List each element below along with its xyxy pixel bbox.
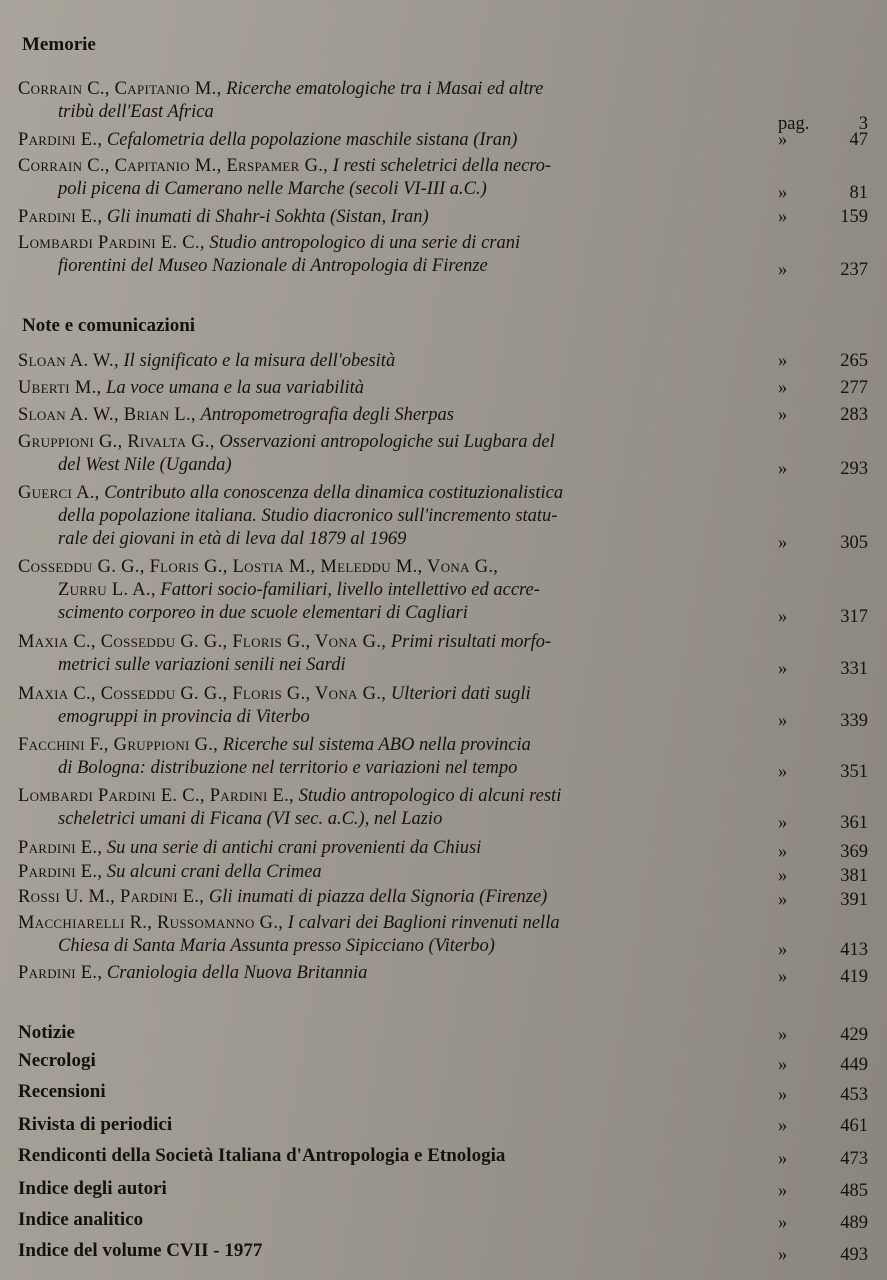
entry-authors: Facchini F., Gruppioni G., xyxy=(18,735,219,755)
entry-title: Fattori socio-familiari, livello intellettivo ed accre- xyxy=(160,580,540,600)
entry-authors: Maxia C., Cosseddu G. G., Floris G., Vona G., xyxy=(18,684,387,704)
toc-entry[interactable] xyxy=(18,734,868,780)
page-ditto: » xyxy=(778,459,788,479)
page-ditto: » xyxy=(778,762,788,782)
page-ditto: » xyxy=(778,260,788,280)
page-ditto: » xyxy=(778,711,788,731)
entry-authors: Sloan A. W., xyxy=(18,351,119,371)
entry-title: Antropometrografia degli Sherpas xyxy=(200,405,454,425)
page-ditto: » xyxy=(778,1025,788,1045)
page-ditto: » xyxy=(778,607,788,627)
entry-title: I calvari dei Baglioni rinvenuti nella xyxy=(287,913,560,933)
toc-entry[interactable] xyxy=(18,404,868,427)
page-number: 419 xyxy=(840,967,868,987)
page-ditto: » xyxy=(778,351,788,371)
toc-section-notizie[interactable] xyxy=(18,1022,868,1046)
section-label: Indice analitico xyxy=(18,1209,144,1230)
entry-authors: Maxia C., Cosseddu G. G., Floris G., Vona G., xyxy=(18,632,387,652)
entry-title: Cefalometria della popolazione maschile sistana (Iran) xyxy=(106,130,518,150)
page-number: 81 xyxy=(849,183,868,203)
page-number: 305 xyxy=(840,533,868,553)
toc-entry[interactable] xyxy=(18,962,868,985)
section-label: Rendiconti della Società Italiana d'Antropologia e Etnologia xyxy=(18,1145,506,1166)
page-ditto: » xyxy=(778,378,788,398)
page-ditto: » xyxy=(778,183,788,203)
page-number: 283 xyxy=(840,405,868,425)
toc-section-indice-volume[interactable] xyxy=(18,1240,868,1264)
page-number: 473 xyxy=(840,1149,868,1169)
toc-entry[interactable] xyxy=(18,912,868,958)
entry-title: Studio antropologico di alcuni resti xyxy=(298,786,562,806)
entry-authors: Gruppioni G., Rivalta G., xyxy=(18,432,215,452)
page-ditto: pag. xyxy=(778,114,810,134)
entry-title: Studio antropologico di una serie di crani xyxy=(209,233,521,253)
toc-entry[interactable] xyxy=(18,377,868,400)
entry-title: Osservazioni antropologiche sui Lugbara del xyxy=(219,432,555,452)
entry-title: Ricerche sul sistema ABO nella provincia xyxy=(222,735,531,755)
toc-entry[interactable] xyxy=(18,861,868,884)
page-ditto: » xyxy=(778,533,788,553)
entry-title-cont: poli picena di Camerano nelle Marche (secoli VI-III a.C.) xyxy=(58,179,487,199)
entry-authors: Pardini E., xyxy=(18,130,103,150)
toc-section-recensioni[interactable] xyxy=(18,1081,868,1105)
toc-entry[interactable] xyxy=(18,129,868,152)
page-ditto: » xyxy=(778,813,788,833)
toc-entry[interactable] xyxy=(18,837,868,860)
section-label: Notizie xyxy=(18,1022,75,1043)
entry-title-cont: scimento corporeo in due scuole elementari di Cagliari xyxy=(58,603,468,623)
page-ditto: » xyxy=(778,890,788,910)
page-number: 339 xyxy=(840,711,868,731)
toc-entry[interactable] xyxy=(18,785,868,831)
entry-authors: Guerci A., xyxy=(18,483,100,503)
page-ditto: » xyxy=(778,1213,788,1233)
page-number: 317 xyxy=(840,607,868,627)
page-number: 493 xyxy=(840,1245,868,1265)
entry-authors: Corrain C., Capitanio M., xyxy=(18,79,222,99)
entry-title-cont: emogruppi in provincia di Viterbo xyxy=(58,707,310,727)
toc-entry[interactable] xyxy=(18,206,868,229)
page-number: 461 xyxy=(840,1116,868,1136)
entry-title: Gli inumati di Shahr-i Sokhta (Sistan, Iran) xyxy=(106,207,429,227)
entry-authors: Pardini E., xyxy=(18,963,103,983)
page-ditto: » xyxy=(778,940,788,960)
section-label: Indice del volume CVII - 1977 xyxy=(18,1240,263,1261)
entry-authors: Pardini E., xyxy=(18,207,103,227)
entry-title: Ricerche ematologiche tra i Masai ed altre xyxy=(226,79,544,99)
toc-entry[interactable] xyxy=(18,232,868,278)
page-ditto: » xyxy=(778,405,788,425)
entry-authors: Lombardi Pardini E. C., xyxy=(18,233,205,253)
section-heading-note: Note e comunicazioni xyxy=(22,315,196,336)
entry-title: Contributo alla conoscenza della dinamica costituzionalistica xyxy=(104,483,564,503)
toc-entry[interactable] xyxy=(18,482,868,551)
page-number: 413 xyxy=(840,940,868,960)
entry-title: Craniologia della Nuova Britannia xyxy=(106,963,368,983)
toc-section-rendiconti[interactable] xyxy=(18,1145,868,1169)
entry-authors: Sloan A. W., Brian L., xyxy=(18,405,196,425)
entry-title: Il significato e la misura dell'obesità xyxy=(123,351,396,371)
toc-entry[interactable] xyxy=(18,431,868,477)
section-label: Necrologi xyxy=(18,1050,96,1071)
entry-authors: Macchiarelli R., Russomanno G., xyxy=(18,913,284,933)
page-number: 265 xyxy=(840,351,868,371)
entry-authors: Rossi U. M., Pardini E., xyxy=(18,887,205,907)
entry-title-cont: della popolazione italiana. Studio diacronico sull'incremento statu- xyxy=(58,506,558,526)
page-number: 485 xyxy=(840,1181,868,1201)
entry-title: Su una serie di antichi crani provenienti da Chiusi xyxy=(106,838,482,858)
entry-title: Gli inumati di piazza della Signoria (Firenze) xyxy=(208,887,548,907)
page-ditto: » xyxy=(778,207,788,227)
entry-title-cont: del West Nile (Uganda) xyxy=(58,455,232,475)
toc-entry[interactable] xyxy=(18,886,868,909)
page-number: 237 xyxy=(840,260,868,280)
entry-title-cont: scheletrici umani di Ficana (VI sec. a.C.), nel Lazio xyxy=(58,809,443,829)
page-number: 453 xyxy=(840,1085,868,1105)
entry-authors: Uberti M., xyxy=(18,378,102,398)
section-heading-memorie: Memorie xyxy=(22,34,96,55)
page-ditto: » xyxy=(778,130,788,150)
toc-section-indice-autori[interactable] xyxy=(18,1178,868,1202)
toc-entry[interactable] xyxy=(18,78,868,134)
entry-title-cont: rale dei giovani in età di leva dal 1879 al 1969 xyxy=(58,529,407,549)
entry-authors: Lombardi Pardini E. C., Pardini E., xyxy=(18,786,294,806)
entry-authors: Cosseddu G. G., Floris G., Lostia M., Meleddu M., Vona G., xyxy=(18,557,499,577)
page-number: 293 xyxy=(840,459,868,479)
section-label: Recensioni xyxy=(18,1081,106,1102)
entry-authors: Corrain C., Capitanio M., Erspamer G., xyxy=(18,156,329,176)
entry-authors: Pardini E., xyxy=(18,862,103,882)
page-number: 391 xyxy=(840,890,868,910)
page-ditto: » xyxy=(778,1085,788,1105)
toc-entry[interactable] xyxy=(18,631,868,677)
page-ditto: » xyxy=(778,1055,788,1075)
page-number: 159 xyxy=(840,207,868,227)
page-number: 3 xyxy=(858,114,868,134)
entry-title-cont: di Bologna: distribuzione nel territorio e variazioni nel tempo xyxy=(58,758,518,778)
entry-title-cont: metrici sulle variazioni senili nei Sardi xyxy=(58,655,346,675)
entry-title: Su alcuni crani della Crimea xyxy=(106,862,322,882)
page-ditto: » xyxy=(778,842,788,862)
page-number: 277 xyxy=(840,378,868,398)
entry-title: I resti scheletrici della necro- xyxy=(332,156,552,176)
toc-section-rivista[interactable] xyxy=(18,1114,868,1138)
page-ditto: » xyxy=(778,659,788,679)
page-number: 351 xyxy=(840,762,868,782)
page-ditto: » xyxy=(778,866,788,886)
page-number: 381 xyxy=(840,866,868,886)
toc-entry[interactable] xyxy=(18,683,868,729)
page-number: 429 xyxy=(840,1025,868,1045)
toc-entry[interactable] xyxy=(18,155,868,201)
page-ditto: » xyxy=(778,1149,788,1169)
entry-title: Ulteriori dati sugli xyxy=(390,684,531,704)
entry-title-cont: fiorentini del Museo Nazionale di Antropologia di Firenze xyxy=(58,256,488,276)
section-label: Rivista di periodici xyxy=(18,1114,173,1135)
entry-title: Primi risultati morfo- xyxy=(390,632,552,652)
page-number: 47 xyxy=(849,130,868,150)
page-ditto: » xyxy=(778,967,788,987)
page-number: 369 xyxy=(840,842,868,862)
page-number: 361 xyxy=(840,813,868,833)
toc-entry[interactable] xyxy=(18,350,868,373)
page-number: 489 xyxy=(840,1213,868,1233)
page-ditto: » xyxy=(778,1116,788,1136)
entry-title-cont: Chiesa di Santa Maria Assunta presso Sipicciano (Viterbo) xyxy=(58,936,495,956)
entry-authors: Pardini E., xyxy=(18,838,103,858)
toc-section-necrologi[interactable] xyxy=(18,1050,868,1074)
section-label: Indice degli autori xyxy=(18,1178,167,1199)
entry-authors-cont: Zurru L. A., xyxy=(58,580,156,600)
page-ditto: » xyxy=(778,1245,788,1265)
entry-title-cont: tribù dell'East Africa xyxy=(58,102,214,122)
toc-entry[interactable] xyxy=(18,556,868,625)
toc-section-indice-analitico[interactable] xyxy=(18,1209,868,1233)
page-number: 331 xyxy=(840,659,868,679)
entry-title: La voce umana e la sua variabilità xyxy=(106,378,365,398)
page-number: 449 xyxy=(840,1055,868,1075)
page-ditto: » xyxy=(778,1181,788,1201)
